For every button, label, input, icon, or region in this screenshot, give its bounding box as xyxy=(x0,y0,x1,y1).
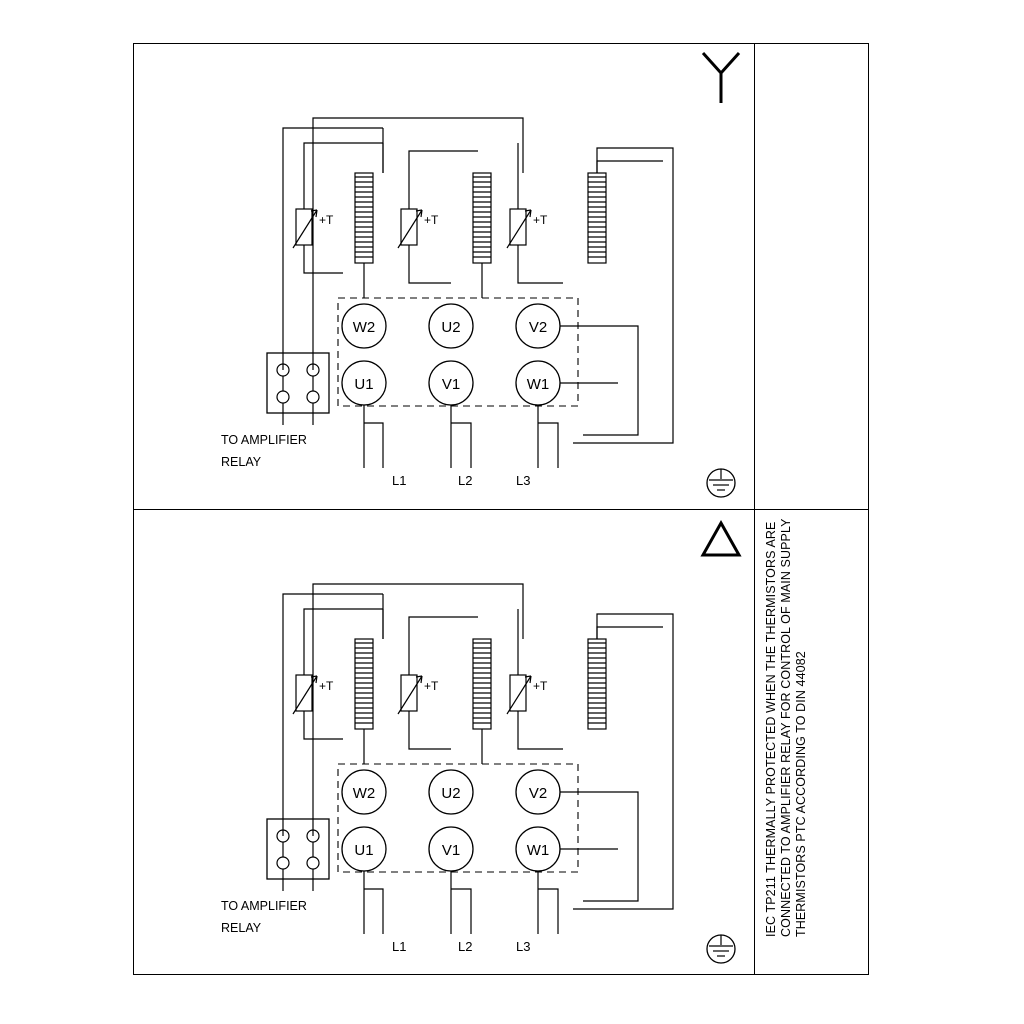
winding-coil-2-delta xyxy=(473,639,491,764)
amplifier-terminal-block-delta xyxy=(267,819,329,891)
thermistor-label-3-star: +T xyxy=(533,213,548,227)
amplifier-relay-label-line1-star: TO AMPLIFIER xyxy=(221,433,307,447)
winding-coil-3-delta xyxy=(588,639,606,729)
thermistor-label-1-delta: +T xyxy=(319,679,334,693)
terminal-label-u1-star: U1 xyxy=(354,376,374,393)
panel-star-connection xyxy=(133,43,754,509)
winding-coil-2-star xyxy=(473,173,491,298)
panel-delta-connection xyxy=(133,509,754,975)
supply-label-l2-star: L2 xyxy=(458,473,473,488)
earth-symbol-delta xyxy=(707,935,735,963)
terminal-label-v2-star: V2 xyxy=(528,319,548,336)
thermistor-label-3-delta: +T xyxy=(533,679,548,693)
thermistor-label-2-delta: +T xyxy=(424,679,439,693)
thermistor-3-star xyxy=(507,193,531,261)
note-line-1: IEC TP211 THERMALLY PROTECTED WHEN THE THERMISTORS ARE xyxy=(764,521,778,937)
amplifier-terminal-block-star xyxy=(267,353,329,425)
thermistor-label-2-star: +T xyxy=(424,213,439,227)
note-line-3: THERMISTORS PTC ACCORDING TO DIN 44082 xyxy=(794,651,808,937)
amplifier-relay-label-line2-delta: RELAY xyxy=(221,921,262,935)
winding-coil-1-star xyxy=(355,173,373,298)
terminal-label-w1-star: W1 xyxy=(526,376,550,393)
thermistor-2-star xyxy=(398,193,422,261)
supply-label-l1-delta: L1 xyxy=(392,939,407,954)
amplifier-relay-label-line1-delta: TO AMPLIFIER xyxy=(221,899,307,913)
terminal-label-w1-delta: W1 xyxy=(526,842,550,859)
terminal-label-v1-delta: V1 xyxy=(441,842,461,859)
winding-coil-3-star xyxy=(588,173,606,263)
supply-label-l2-delta: L2 xyxy=(458,939,473,954)
amplifier-relay-label-line2-star: RELAY xyxy=(221,455,262,469)
terminal-label-u1-delta: U1 xyxy=(354,842,374,859)
supply-label-l3-star: L3 xyxy=(516,473,531,488)
supply-label-l3-delta: L3 xyxy=(516,939,531,954)
thermistor-3-delta xyxy=(507,659,531,727)
earth-symbol-star xyxy=(707,469,735,497)
delta-symbol xyxy=(703,523,739,555)
note-line-2: CONNECTED TO AMPLIFIER RELAY FOR CONTROL OF MAIN SUPPLY xyxy=(779,518,793,937)
terminal-label-w2-star: W2 xyxy=(352,319,376,336)
terminal-label-v1-star: V1 xyxy=(441,376,461,393)
wye-symbol xyxy=(703,53,739,103)
terminal-label-v2-delta: V2 xyxy=(528,785,548,802)
notes-column xyxy=(754,43,869,975)
supply-label-l1-star: L1 xyxy=(392,473,407,488)
terminal-label-w2-delta: W2 xyxy=(352,785,376,802)
terminal-label-u2-delta: U2 xyxy=(441,785,461,802)
winding-coil-1-delta xyxy=(355,639,373,764)
thermistor-2-delta xyxy=(398,659,422,727)
terminal-label-u2-star: U2 xyxy=(441,319,461,336)
thermistor-label-1-star: +T xyxy=(319,213,334,227)
